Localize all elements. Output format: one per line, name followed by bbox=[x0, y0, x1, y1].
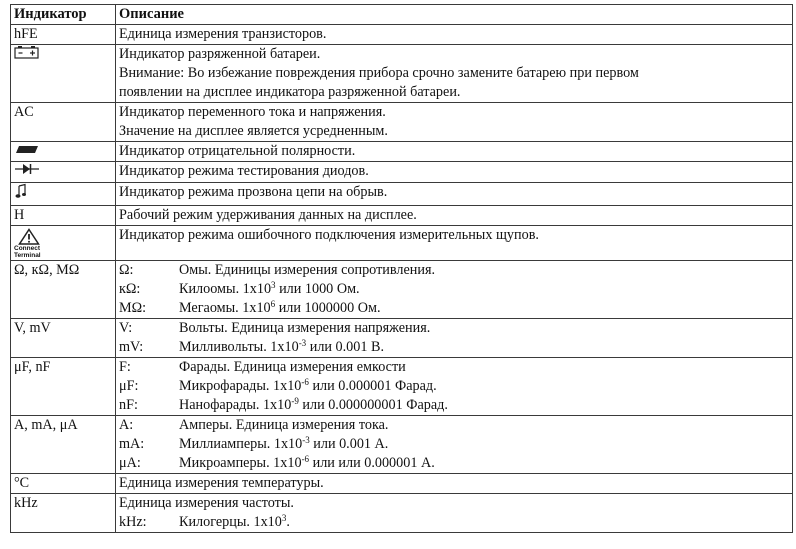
unit-value-text: Милливольты. 1x10 bbox=[179, 339, 299, 356]
unit-value-text: или 0.001 A. bbox=[309, 436, 389, 453]
unit-value-text: Микроамперы. 1x10 bbox=[179, 455, 302, 472]
description-cell bbox=[116, 319, 793, 358]
unit-key: V: bbox=[119, 320, 133, 337]
description-cell: Единица измерения транзисторов. bbox=[116, 25, 793, 45]
unit-line bbox=[119, 454, 789, 473]
unit-value-text: Килогерцы. 1x10 bbox=[179, 514, 282, 531]
unit-key: Ω: bbox=[119, 262, 134, 279]
unit-value-text: . bbox=[286, 514, 290, 531]
unit-value bbox=[179, 513, 290, 532]
unit-value-text: Миллиамперы. 1x10 bbox=[179, 436, 303, 453]
unit-value-text: или 1000000 Ом. bbox=[275, 300, 381, 317]
table-row bbox=[11, 45, 793, 103]
indicator-cell bbox=[11, 183, 116, 206]
unit-key: F: bbox=[119, 359, 131, 376]
unit-line bbox=[119, 513, 789, 532]
description-cell bbox=[116, 494, 793, 533]
table-row bbox=[11, 162, 793, 183]
warning-icon bbox=[18, 228, 40, 245]
indicator-cell: H bbox=[11, 206, 116, 226]
unit-key: МΩ: bbox=[119, 300, 147, 317]
table-row bbox=[11, 474, 793, 494]
indicator-cell bbox=[11, 226, 116, 261]
terminal-label: Terminal bbox=[14, 252, 41, 260]
unit-value: Омы. Единицы измерения сопротивления. bbox=[179, 262, 436, 279]
description-cell: Индикатор режима ошибочного подключения измерительных щупов. bbox=[116, 226, 793, 261]
description-cell: Индикатор режима тестирования диодов. bbox=[116, 162, 793, 183]
unit-value bbox=[179, 377, 437, 396]
indicator-cell: A, mA, μA bbox=[11, 416, 116, 474]
battery-icon bbox=[14, 45, 40, 65]
unit-line bbox=[119, 377, 789, 396]
unit-line bbox=[119, 416, 789, 435]
unit-line bbox=[119, 261, 789, 280]
unit-key: μA: bbox=[119, 455, 141, 472]
unit-value-text: Килоомы. 1x10 bbox=[179, 281, 272, 298]
exponent: -6 bbox=[301, 377, 309, 388]
unit-key: A: bbox=[119, 417, 134, 434]
table-row bbox=[11, 416, 793, 474]
table-row bbox=[11, 183, 793, 206]
unit-value-text: или 0.000000001 Фарад. bbox=[298, 397, 448, 414]
indicator-cell bbox=[11, 45, 116, 103]
table-row bbox=[11, 494, 793, 533]
exponent: 3 bbox=[271, 280, 276, 291]
unit-line bbox=[119, 396, 789, 415]
unit-value bbox=[179, 396, 448, 415]
exponent: -9 bbox=[291, 396, 299, 407]
description-cell bbox=[116, 358, 793, 416]
indicator-cell bbox=[11, 142, 116, 162]
unit-line bbox=[119, 319, 789, 338]
diode-icon bbox=[14, 162, 40, 182]
unit-value-text: или или 0.000001 A. bbox=[309, 455, 435, 472]
description-cell bbox=[116, 261, 793, 319]
header-indicator: Индикатор bbox=[11, 5, 116, 25]
indicator-cell: AC bbox=[11, 103, 116, 142]
description-cell: Рабочий режим удерживания данных на дисплее. bbox=[116, 206, 793, 226]
unit-key: mV: bbox=[119, 339, 144, 356]
unit-line bbox=[119, 338, 789, 357]
table-row bbox=[11, 25, 793, 45]
indicator-cell: V, mV bbox=[11, 319, 116, 358]
description-cell bbox=[116, 416, 793, 474]
desc-line: Единица измерения частоты. bbox=[119, 495, 294, 512]
table-row bbox=[11, 226, 793, 261]
unit-value bbox=[179, 435, 388, 454]
description-cell: Индикатор отрицательной полярности. bbox=[116, 142, 793, 162]
description-cell bbox=[116, 45, 793, 103]
exponent: -3 bbox=[298, 338, 307, 349]
desc-line: Индикатор переменного тока и напряжения. bbox=[119, 104, 386, 120]
unit-key: mA: bbox=[119, 436, 145, 453]
table-row bbox=[11, 358, 793, 416]
unit-value bbox=[179, 454, 435, 473]
unit-value-text: или 0.000001 Фарад. bbox=[308, 378, 437, 395]
unit-value bbox=[179, 338, 384, 357]
unit-value: Амперы. Единица измерения тока. bbox=[179, 417, 389, 434]
connect-label: Connect bbox=[14, 245, 40, 253]
indicator-cell: kHz bbox=[11, 494, 116, 533]
unit-value: Фарады. Единица измерения емкости bbox=[179, 359, 406, 376]
negative-polarity-icon bbox=[14, 142, 40, 161]
description-cell: Единица измерения температуры. bbox=[116, 474, 793, 494]
exponent: 6 bbox=[270, 299, 276, 310]
table-row bbox=[11, 142, 793, 162]
unit-key: кΩ: bbox=[119, 281, 141, 298]
table-header-row bbox=[11, 5, 793, 25]
table-row bbox=[11, 261, 793, 319]
unit-key: nF: bbox=[119, 397, 138, 414]
indicator-cell: μF, nF bbox=[11, 358, 116, 416]
table-row bbox=[11, 206, 793, 226]
unit-value: Вольты. Единица измерения напряжения. bbox=[179, 320, 431, 337]
description-cell: Индикатор режима прозвона цепи на обрыв. bbox=[116, 183, 793, 206]
table-row bbox=[11, 103, 793, 142]
table-row bbox=[11, 319, 793, 358]
unit-value-text: или 0.001 В. bbox=[306, 339, 385, 356]
unit-key: μF: bbox=[119, 378, 139, 395]
header-description: Описание bbox=[116, 5, 793, 25]
exponent: -3 bbox=[302, 435, 310, 446]
unit-value-text: или 1000 Ом. bbox=[275, 281, 360, 298]
unit-value-text: Микрофарады. 1x10 bbox=[179, 378, 302, 395]
desc-line: Значение на дисплее является усредненным. bbox=[119, 123, 388, 139]
exponent: 3 bbox=[281, 513, 287, 524]
unit-line bbox=[119, 280, 789, 299]
continuity-icon bbox=[14, 183, 28, 205]
unit-line bbox=[119, 358, 789, 377]
unit-value-text: Мегаомы. 1x10 bbox=[179, 300, 271, 317]
exponent: -6 bbox=[301, 454, 310, 465]
indicator-cell: °C bbox=[11, 474, 116, 494]
unit-key: kHz: bbox=[119, 514, 147, 531]
description-cell bbox=[116, 103, 793, 142]
desc-line: Индикатор разряженной батареи. bbox=[119, 46, 321, 62]
desc-line: Внимание: Во избежание повреждения прибора срочно замените батарею при первом bbox=[119, 65, 639, 81]
desc-line: появлении на дисплее индикатора разряженной батареи. bbox=[119, 84, 461, 100]
indicator-cell: hFE bbox=[11, 25, 116, 45]
unit-line bbox=[119, 299, 789, 318]
unit-line bbox=[119, 435, 789, 454]
unit-value bbox=[179, 299, 381, 318]
unit-value-text: Нанофарады. 1x10 bbox=[179, 397, 292, 414]
indicator-cell: Ω, кΩ, МΩ bbox=[11, 261, 116, 319]
indicator-cell bbox=[11, 162, 116, 183]
unit-value bbox=[179, 280, 360, 299]
indicator-table bbox=[10, 4, 793, 533]
